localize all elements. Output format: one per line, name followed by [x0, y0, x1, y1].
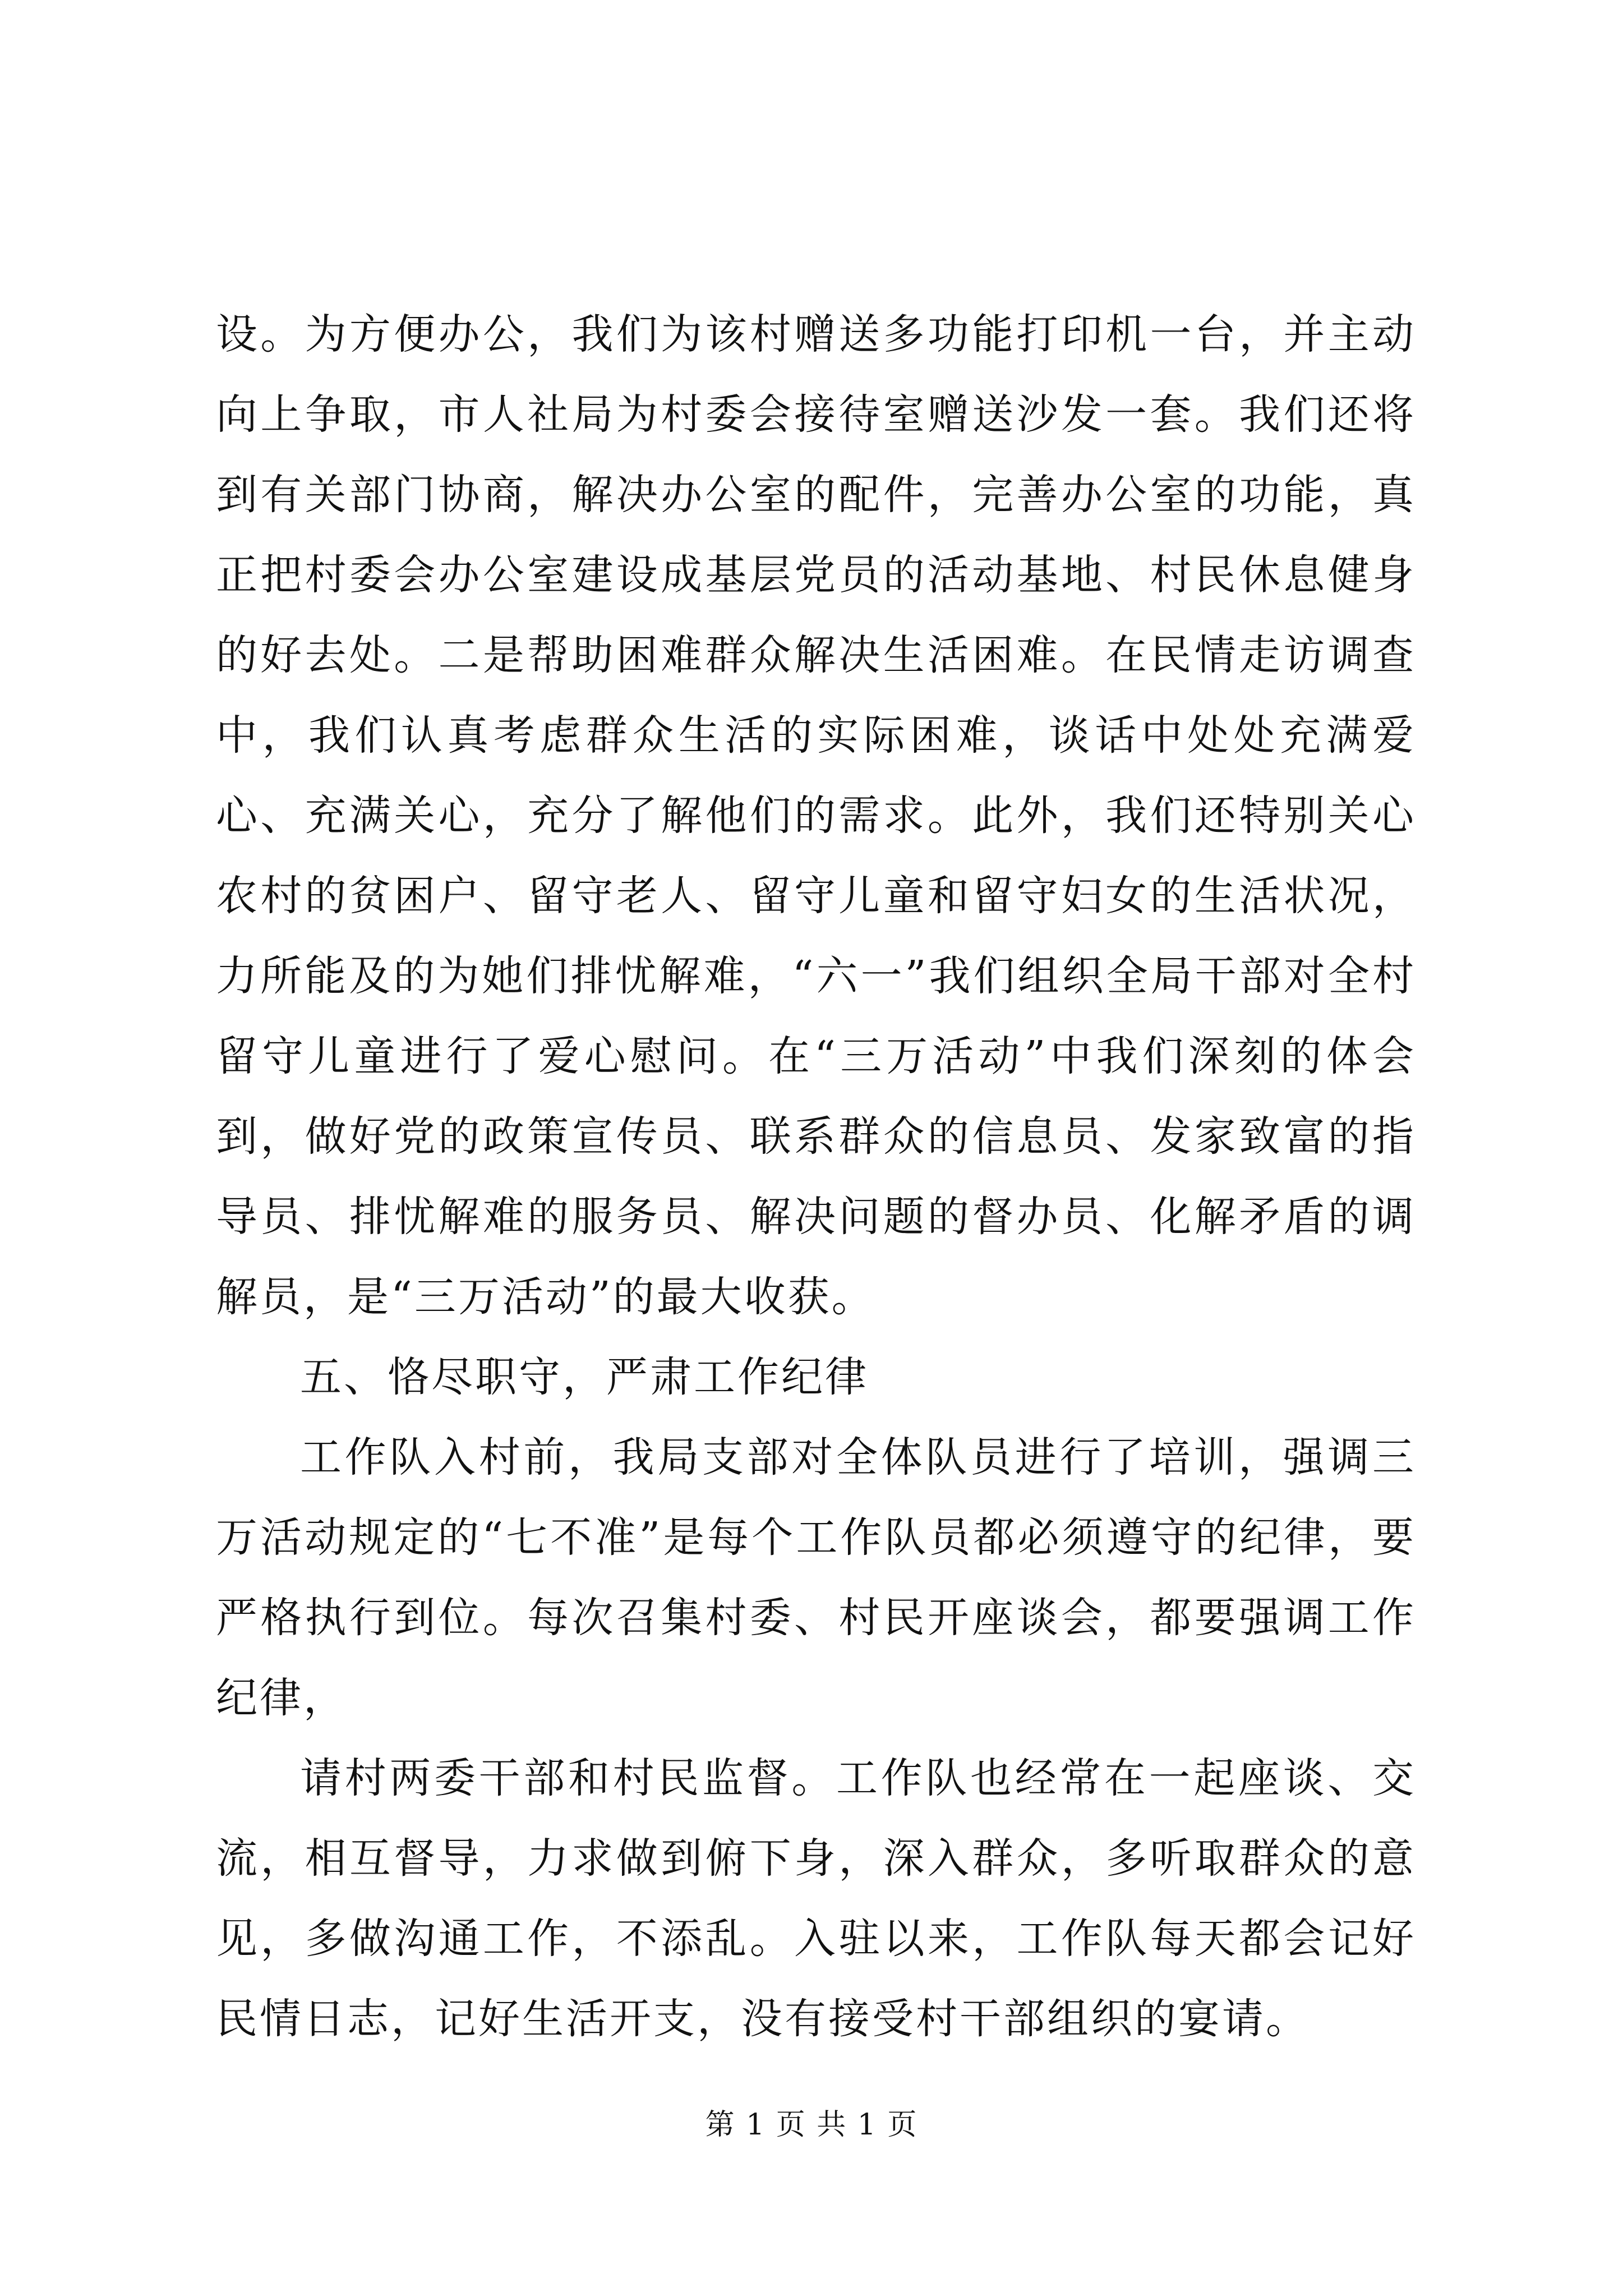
paragraph-continuation: 设。为方便办公，我们为该村赠送多功能打印机一台，并主动向上争取，市人社局为村委会接待室赠送沙发一套。我们还将到有关部门协商，解决办公室的配件，完善办公室的功能，真正把村委会办公室建设成基层党员的活动基地、村民休息健身的好去处。二是帮助困难群众解决生活困难。在民情走访调查中，我们认真考虑群众生活的实际困难，谈话中处处充满爱心、充满关心，充分了解他们的需求。此外，我们还特别关心农村的贫困户、留守老人、留守儿童和留守妇女的生活状况，力所能及的为她们排忧解难，“六一”我们组织全局干部对全村留守儿童进行了爱心慰问。在“三万活动”中我们深刻的体会到，做好党的政策宣传员、联系群众的信息员、发家致富的指导员、排忧解难的服务员、解决问题的督办员、化解矛盾的调解员，是“三万活动”的最大收获。 — [216, 310, 1416, 1321]
paragraph-supervision: 请村两委干部和村民监督。工作队也经常在一起座谈、交流，相互督导，力求做到俯下身，深入群众，多听取群众的意见，多做沟通工作，不添乱。入驻以来，工作队每天都会记好民情日志，记好生活开支，没有接受村干部组织的宴请。 — [216, 1754, 1416, 2043]
page-number-footer: 第 1 页 共 1 页 — [705, 2108, 918, 2142]
paragraph-training: 工作队入村前，我局支部对全体队员进行了培训，强调三万活动规定的“七不准”是每个工作队员都必须遵守的纪律，要严格执行到位。每次召集村委、村民开座谈会，都要强调工作纪律， — [216, 1433, 1416, 1722]
document-body — [216, 295, 1416, 2059]
section-heading-five: 五、恪尽职守，严肃工作纪律 — [300, 1353, 869, 1401]
